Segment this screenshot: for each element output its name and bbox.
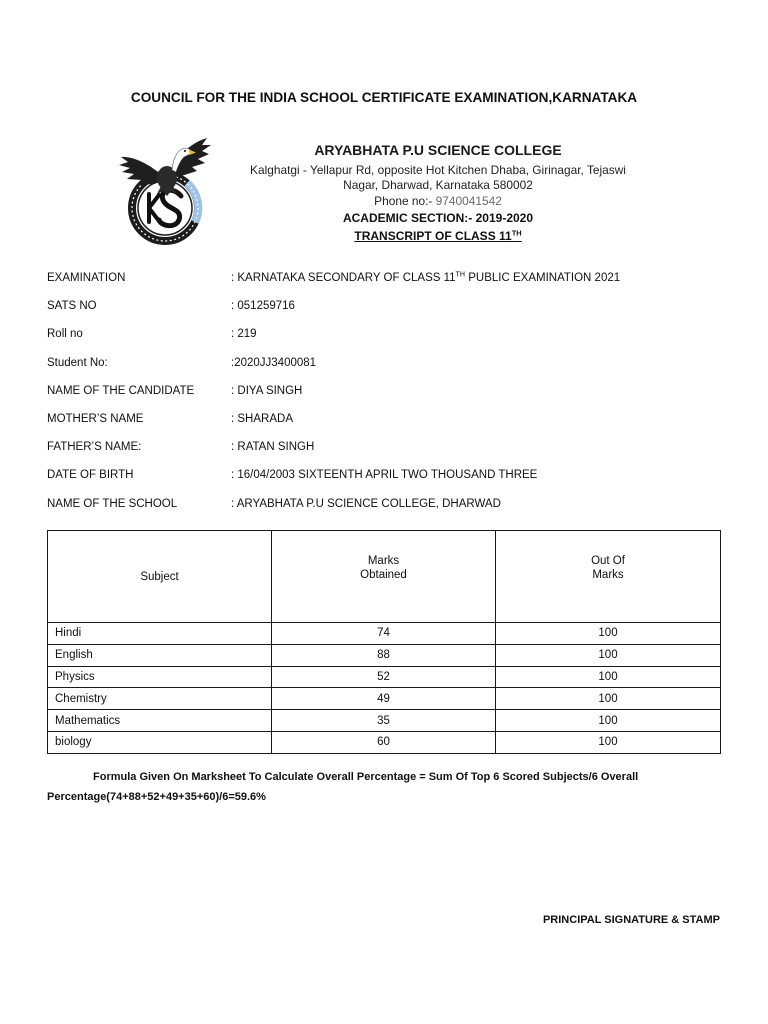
detail-row-mother-name xyxy=(47,411,727,439)
table-row xyxy=(48,731,721,753)
detail-row-roll-no xyxy=(47,326,727,354)
detail-label: NAME OF THE CANDIDATE xyxy=(47,384,195,397)
header-marks-obtained xyxy=(272,531,496,623)
detail-value: : 219 xyxy=(231,328,257,341)
subject-cell: biology xyxy=(48,731,272,753)
marks-cell: 60 xyxy=(272,731,496,753)
detail-label: FATHER’S NAME: xyxy=(47,441,142,454)
detail-label: SATS NO xyxy=(47,300,97,313)
subject-cell: Chemistry xyxy=(48,688,272,710)
header-out-of-line-2: Marks xyxy=(592,569,624,581)
detail-value: : DIYA SINGH xyxy=(231,384,303,397)
detail-row-sats-no xyxy=(47,298,727,326)
detail-value-rest: PUBLIC EXAMINATION 2021 xyxy=(465,272,621,284)
marks-cell: 49 xyxy=(272,688,496,710)
detail-value: : 16/04/2003 SIXTEENTH APRIL TWO THOUSAND THREE xyxy=(231,469,538,482)
formula-note-line-2: Percentage(74+88+52+49+35+60)/6=59.6% xyxy=(47,791,266,803)
college-name: ARYABHATA P.U SCIENCE COLLEGE xyxy=(314,142,562,158)
marks-cell: 74 xyxy=(272,623,496,645)
detail-label: NAME OF THE SCHOOL xyxy=(47,497,178,510)
header-marks-line-2: Obtained xyxy=(360,569,407,581)
detail-row-school-name xyxy=(47,496,727,524)
formula-note-line-1: Formula Given On Marksheet To Calculate Overall Percentage = Sum Of Top 6 Scored Subjects/6 Overall xyxy=(93,771,639,783)
header-marks-line-1: Marks xyxy=(367,555,400,567)
subject-cell: English xyxy=(48,644,272,666)
marks-table xyxy=(47,530,721,754)
out-of-cell: 100 xyxy=(496,731,721,753)
college-address-line-1: Kalghatgi - Yellapur Rd, opposite Hot Kitchen Dhaba, Girinagar, Tejaswi xyxy=(250,163,626,177)
out-of-cell: 100 xyxy=(496,623,721,645)
table-row xyxy=(48,644,721,666)
out-of-cell: 100 xyxy=(496,666,721,688)
principal-signature-label: PRINCIPAL SIGNATURE & STAMP xyxy=(542,914,720,926)
detail-value-superscript: TH xyxy=(455,270,466,279)
out-of-cell: 100 xyxy=(496,688,721,710)
detail-label: Roll no xyxy=(47,328,83,341)
table-row xyxy=(48,710,721,732)
table-row xyxy=(48,688,721,710)
detail-value: : 051259716 xyxy=(231,300,295,313)
transcript-title-main: TRANSCRIPT OF CLASS 11 xyxy=(354,229,512,243)
detail-row-date-of-birth xyxy=(47,467,727,495)
detail-row-father-name xyxy=(47,439,727,467)
detail-label: Student No: xyxy=(47,356,108,369)
college-phone xyxy=(200,193,676,209)
marks-cell: 88 xyxy=(272,644,496,666)
detail-row-candidate-name xyxy=(47,383,727,411)
detail-value xyxy=(231,270,620,286)
marks-table-header-row xyxy=(48,531,721,623)
detail-row-examination xyxy=(47,270,727,298)
transcript-title-superscript: TH xyxy=(511,228,522,238)
college-address-line-2: Nagar, Dharwad, Karnataka 580002 xyxy=(343,178,533,192)
header-out-of-line-1: Out Of xyxy=(591,555,625,567)
detail-label: MOTHER’S NAME xyxy=(47,412,144,425)
council-title: COUNCIL FOR THE INDIA SCHOOL CERTIFICATE EXAMINATION,KARNATAKA xyxy=(130,90,638,105)
detail-value: :2020JJ3400081 xyxy=(231,356,317,369)
header-subject: Subject xyxy=(48,531,272,623)
candidate-details xyxy=(47,270,727,524)
header-out-of-marks xyxy=(496,531,721,623)
out-of-cell: 100 xyxy=(496,710,721,732)
phone-number: 9740041542 xyxy=(435,194,502,208)
subject-cell: Mathematics xyxy=(48,710,272,732)
phone-label: Phone no:- xyxy=(374,194,433,208)
table-row xyxy=(48,623,721,645)
detail-value: : SHARADA xyxy=(231,412,293,425)
detail-label: DATE OF BIRTH xyxy=(47,469,134,482)
subject-cell: Hindi xyxy=(48,623,272,645)
detail-value-text: : KARNATAKA SECONDARY OF CLASS 11 xyxy=(231,272,456,284)
table-row xyxy=(48,666,721,688)
transcript-title-text xyxy=(354,229,521,243)
detail-value: : RATAN SINGH xyxy=(231,441,315,454)
detail-label: EXAMINATION xyxy=(47,272,126,284)
detail-value: : ARYABHATA P.U SCIENCE COLLEGE, DHARWAD xyxy=(231,497,501,510)
detail-row-student-no xyxy=(47,355,727,383)
marks-cell: 52 xyxy=(272,666,496,688)
marks-cell: 35 xyxy=(272,710,496,732)
academic-section: ACADEMIC SECTION:- 2019-2020 xyxy=(342,211,534,225)
transcript-title xyxy=(200,228,676,244)
out-of-cell: 100 xyxy=(496,644,721,666)
subject-cell: Physics xyxy=(48,666,272,688)
